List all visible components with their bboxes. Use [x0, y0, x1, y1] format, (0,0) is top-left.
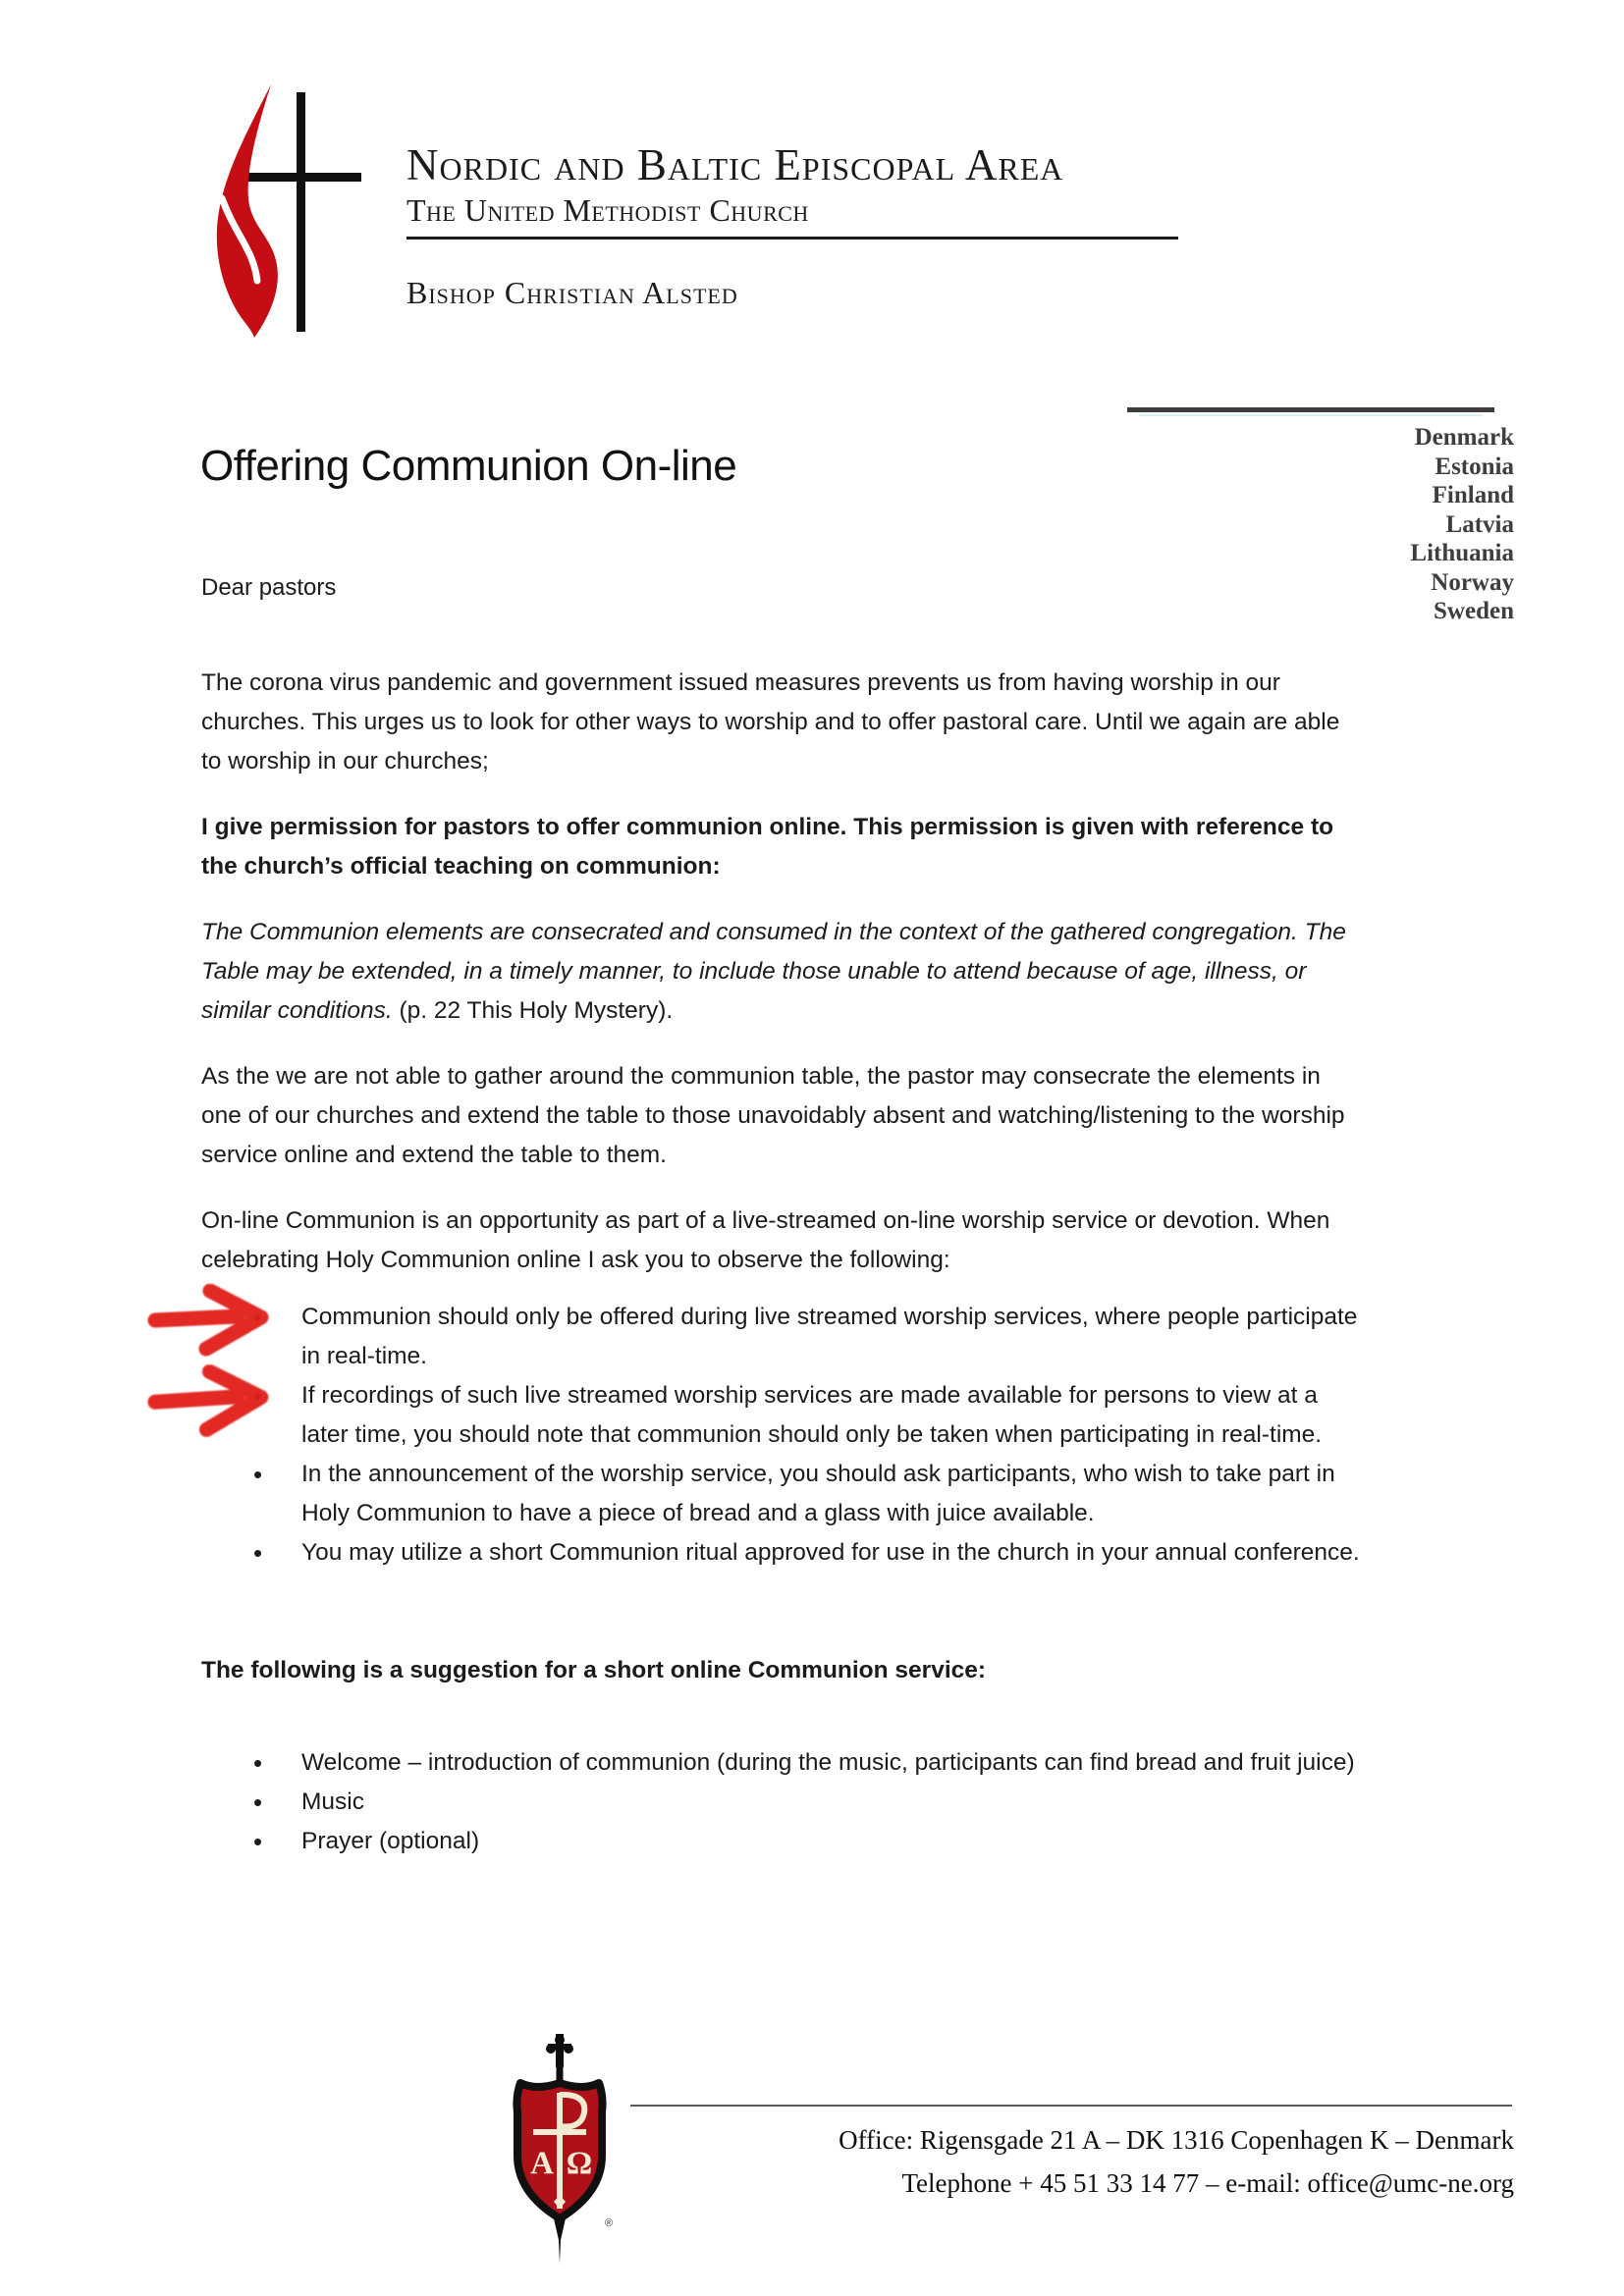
footer-contact — [839, 2118, 1514, 2205]
bullet-icon: • — [253, 1303, 263, 1332]
letter-body — [201, 664, 1366, 1861]
bullet-icon: • — [253, 1827, 263, 1856]
list-item — [201, 1533, 1366, 1573]
footer-telephone-line: Telephone + 45 51 33 14 77 – e-mail: office@umc-ne.org — [901, 2168, 1514, 2198]
suggestion-bullet-list — [201, 1743, 1366, 1861]
list-item-text: In the announcement of the worship service, you should ask participants, who wish to take part in Holy Communion to have a piece of bread and a glass with juice available. — [301, 1461, 1335, 1526]
footer-crest-icon — [505, 2028, 615, 2268]
crest-spike — [554, 2218, 566, 2264]
paragraph-permission: I give permission for pastors to offer communion online. This permission is given with reference to the church’s official teaching on communion: — [201, 814, 1334, 880]
cross-horizontal-bar — [232, 173, 361, 182]
footer-office-line: Office: Rigensgade 21 A – DK 1316 Copenhagen K – Denmark — [839, 2125, 1514, 2155]
list-item — [201, 1376, 1366, 1455]
list-item-text: You may utilize a short Communion ritual approved for use in the church in your annual conference. — [301, 1539, 1360, 1566]
bullet-icon: • — [253, 1788, 263, 1817]
list-item-text: Welcome – introduction of communion (during the music, participants can find bread and fruit juice) — [301, 1749, 1355, 1776]
bullet-icon: • — [253, 1748, 263, 1778]
bullet-icon: • — [253, 1538, 263, 1568]
list-item — [201, 1743, 1366, 1783]
paragraph-online-communion: On-line Communion is an opportunity as part of a live-streamed on-line worship service or devotion. When celebrating Holy Communion online I ask you to observe the following: — [201, 1207, 1330, 1273]
letterhead — [406, 139, 1192, 311]
red-arrow-icon — [142, 1363, 310, 1445]
list-item-text: Music — [301, 1789, 364, 1815]
country-item: Latvia — [1445, 510, 1514, 538]
quote-reference: (p. 22 This Holy Mystery). — [392, 997, 674, 1024]
list-item-text: Communion should only be offered during live streamed worship services, where people participate in real-time. — [301, 1304, 1358, 1369]
bullet-icon: • — [253, 1381, 263, 1411]
observe-bullet-list — [201, 1298, 1366, 1573]
country-list — [1410, 423, 1514, 626]
salutation: Dear pastors — [201, 574, 337, 601]
suggestion-heading: The following is a suggestion for a short online Communion service: — [201, 1657, 987, 1683]
header-area-title: Nordic and Baltic Episcopal Area — [406, 140, 1064, 189]
letter-title: Offering Communion On-line — [200, 442, 737, 490]
list-item — [201, 1298, 1366, 1376]
list-item — [201, 1455, 1366, 1533]
country-item: Estonia — [1435, 453, 1514, 480]
bullet-icon: • — [253, 1460, 263, 1489]
bishop-name: Bishop Christian Alsted — [406, 275, 738, 310]
header-rule — [406, 237, 1178, 240]
country-item: Finland — [1432, 482, 1514, 508]
list-item-text: If recordings of such live streamed worship services are made available for persons to view at a later time, you should note that communion should only be taken when participating in real-time. — [301, 1382, 1323, 1448]
paragraph-corona: The corona virus pandemic and government issued measures prevents us from having worship in our churches. This urges us to look for other ways to worship and to offer pastoral care. Until we again are able to worship in our churches; — [201, 669, 1340, 774]
countries-rule — [1127, 407, 1494, 412]
registered-mark: ® — [605, 2217, 614, 2229]
paragraph-extend-table: As the we are not able to gather around the communion table, the pastor may consecrate the elements in one of our churches and extend the table to those unavoidably absent and watching/listening to the worship service online and extend the table to them. — [201, 1063, 1345, 1168]
cross-vertical-bar — [297, 92, 305, 332]
country-item: Lithuania — [1410, 540, 1514, 566]
red-arrow-icon — [143, 1284, 310, 1362]
crest-alpha-glyph: Α — [530, 2146, 554, 2181]
crest-omega-glyph: Ω — [566, 2146, 593, 2181]
list-item — [201, 1822, 1366, 1861]
quote-communion — [201, 913, 1366, 1031]
footer-rule — [630, 2105, 1512, 2107]
list-item — [201, 1783, 1366, 1822]
cross-and-flame-icon — [192, 82, 371, 340]
header-church-name: The United Methodist Church — [406, 192, 809, 228]
list-item-text: Prayer (optional) — [301, 1828, 480, 1854]
country-item: Sweden — [1434, 598, 1514, 624]
quote-italic-text: The Communion elements are consecrated and consumed in the context of the gathered congregation. The Table may be extended, in a timely manner, to include those unable to attend because of age, illness, or similar conditions. — [201, 919, 1346, 1024]
country-item: Norway — [1431, 568, 1514, 596]
country-item: Denmark — [1414, 424, 1514, 451]
crest-finial — [546, 2034, 573, 2067]
countries-rule-glow — [1139, 414, 1483, 416]
